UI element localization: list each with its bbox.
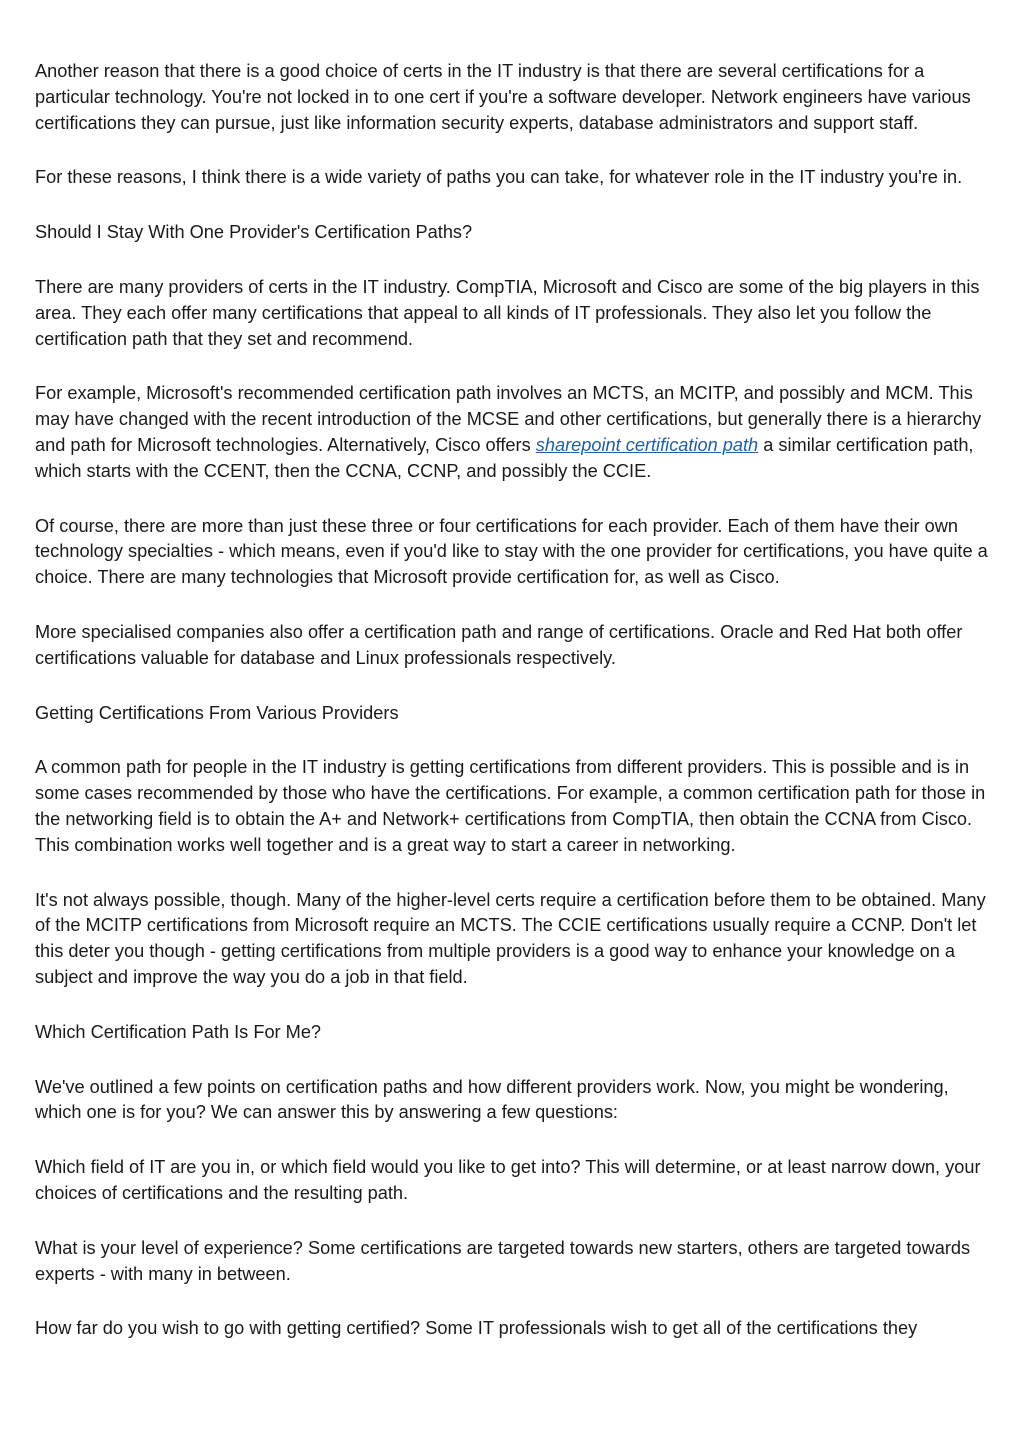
paragraph: Which field of IT are you in, or which field would you like to get into? This will determine, or at least narrow down, your choices of certifications and the resulting path. (35, 1157, 981, 1203)
sharepoint-certification-link[interactable]: sharepoint certification path (535, 434, 759, 455)
paragraph: It's not always possible, though. Many of the higher-level certs require a certification before them to be obtained. Many of the MCITP certifications from Microsoft require an MCTS. The CCIE certifications usually require a CCNP. Don't let this deter you though - getting certifications from multiple providers is a good way to enhance your knowledge on a subject and improve the way you do a job in that field. (35, 889, 986, 987)
paragraph: Another reason that there is a good choice of certs in the IT industry is that there are several certifications for a particular technology. You're not locked in to one cert if you're a software developer. Network engineers have various certifications they can pursue, just like information security experts, database administrators and support staff. (35, 61, 971, 133)
section-heading: Getting Certifications From Various Providers (35, 702, 399, 723)
paragraph: A common path for people in the IT industry is getting certifications from different providers. This is possible and is in some cases recommended by those who have the certifications. For example, a common certification path for those in the networking field is to obtain the A+ and Network+ certifications from CompTIA, then obtain the CCNA from Cisco. This combination works well together and is a great way to start a career in networking. (35, 757, 986, 855)
paragraph: For these reasons, I think there is a wide variety of paths you can take, for whatever role in the IT industry you're in. (35, 167, 963, 188)
paragraph-text-after-link: a similar certification path, which starts with the CCENT, then the CCNA, CCNP, and possibly the CCIE. (35, 434, 974, 481)
section-heading: Which Certification Path Is For Me? (35, 1021, 322, 1042)
paragraph: What is your level of experience? Some certifications are targeted towards new starters, others are targeted towards experts - with many in between. (35, 1237, 971, 1284)
paragraph: There are many providers of certs in the IT industry. CompTIA, Microsoft and Cisco are some of the big players in this area. They each offer many certifications that appeal to all kinds of IT professionals. They also let you follow the certification path that they set and recommend. (35, 276, 980, 349)
paragraph: Of course, there are more than just these three or four certifications for each provider. Each of them have their own technology specialties - which means, even if you'd like to stay with the one provider for certifications, you have quite a choice. There are many technologies that Microsoft provide certification for, as well as Cisco. (35, 515, 988, 588)
paragraph-with-link (35, 381, 991, 484)
paragraph: How far do you wish to go with getting certified? Some IT professionals wish to get all of the certifications they (35, 1318, 918, 1339)
paragraph: More specialised companies also offer a certification path and range of certifications. Oracle and Red Hat both offer certifications valuable for database and Linux professionals respectively. (35, 621, 963, 668)
document-body (35, 59, 991, 1371)
section-heading: Should I Stay With One Provider's Certification Paths? (35, 222, 473, 243)
paragraph-text-before-link: For example, Microsoft's recommended certification path involves an MCTS, an MCITP, and possibly and MCM. This may have changed with the recent introduction of the MCSE and other certifications, but generally there is a hierarchy and path for Microsoft technologies. Alternatively, Cisco offers (35, 383, 982, 455)
paragraph: We've outlined a few points on certification paths and how different providers work. Now, you might be wondering, which one is for you? We can answer this by answering a few questions: (35, 1076, 949, 1123)
